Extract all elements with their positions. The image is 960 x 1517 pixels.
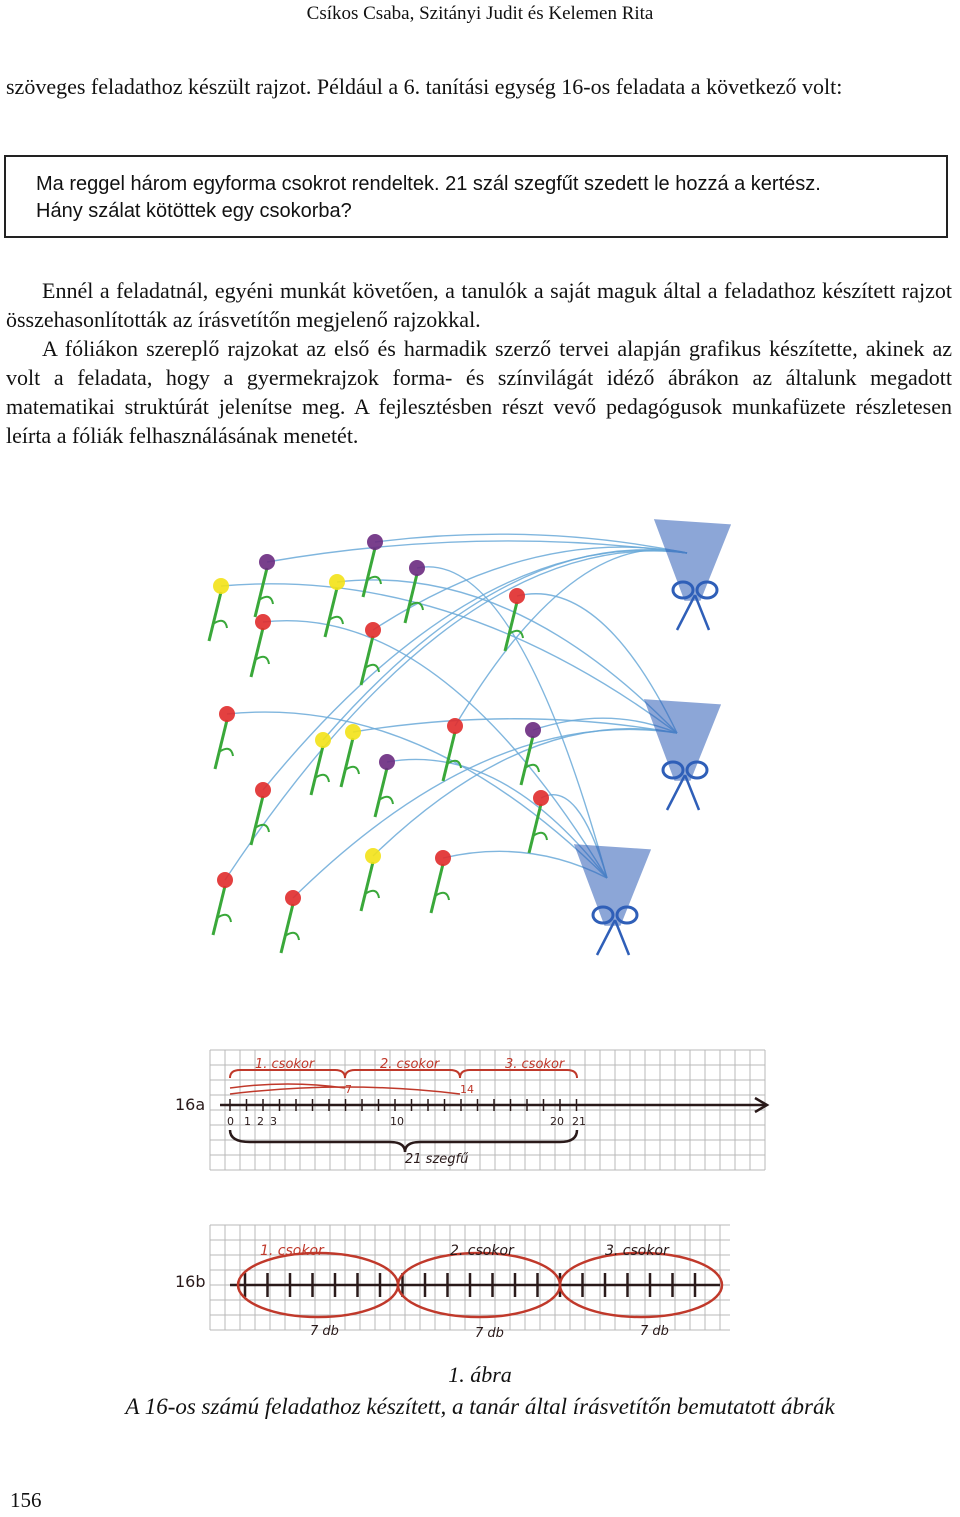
group-label-b1: 1. csokor — [260, 1243, 324, 1259]
flower — [311, 732, 331, 795]
flower-string — [337, 580, 677, 733]
flower-head — [315, 732, 331, 748]
flower — [251, 782, 271, 845]
flower — [363, 534, 383, 597]
tick-label-20: 20 — [550, 1115, 564, 1128]
panel-16b — [175, 1225, 730, 1341]
tick-label-3: 3 — [270, 1115, 277, 1128]
group-label-a1: 1. csokor — [255, 1057, 315, 1072]
count-label-b3: 7 db — [640, 1324, 669, 1339]
groups-16b — [230, 1253, 722, 1317]
paragraph-1: Ennél a feladatnál, egyéni munkát követően, a tanulók a saját maguk által a feladathoz készített rajzot összehasonlították az írásvetítőn megjelenő rajzokkal. — [6, 278, 952, 332]
flower — [443, 718, 463, 781]
flower-stem — [325, 588, 337, 637]
flower-string — [387, 759, 607, 878]
flower — [361, 848, 381, 911]
flower-leaf — [259, 597, 273, 604]
task-line-2: Hány szálat kötöttek egy csokorba? — [36, 200, 352, 222]
flower-head — [285, 890, 301, 906]
connection-strings — [221, 534, 687, 898]
flower — [251, 614, 271, 677]
body-text — [6, 276, 952, 450]
flower-leaf — [255, 657, 269, 664]
task-line-1: Ma reggel három egyforma csokrot rendeltek. 21 szál szegfűt szedett le hozzá a kertész. — [36, 173, 821, 195]
flower-string — [417, 567, 607, 878]
flower-head — [367, 534, 383, 550]
flower — [213, 872, 233, 935]
flower — [521, 722, 541, 785]
flower — [341, 724, 361, 787]
bouquet-ribbon — [597, 920, 629, 955]
flower-stem — [209, 592, 221, 641]
flower-drawing — [209, 520, 730, 955]
flower-stem — [251, 628, 263, 677]
flower-head — [255, 782, 271, 798]
flower-stem — [341, 738, 353, 787]
flower-string — [353, 719, 677, 733]
flower — [505, 588, 525, 651]
count-label-b2: 7 db — [475, 1326, 504, 1341]
flower-head — [259, 554, 275, 570]
flower-stem — [215, 720, 227, 769]
flower-string — [373, 729, 677, 856]
flower-stem — [251, 796, 263, 845]
panel-16a — [175, 1050, 767, 1170]
figure-caption: A 16-os számú feladathoz készített, a tanár által írásvetítőn bemutatott ábrák — [125, 1394, 835, 1419]
flower-stem — [431, 864, 443, 913]
group-label-a3: 3. csokor — [505, 1057, 565, 1072]
figure-number: 1. ábra — [448, 1362, 512, 1387]
flower — [405, 560, 425, 623]
group-label-b2: 2. csokor — [450, 1243, 514, 1259]
bouquet-ribbon — [667, 775, 699, 810]
flower-head — [447, 718, 463, 734]
tick-label-21: 21 — [572, 1115, 586, 1128]
figure-drawing — [155, 490, 805, 1360]
bouquet — [655, 520, 730, 630]
flower-head — [329, 574, 345, 590]
flower-stem — [363, 548, 375, 597]
flower-stem — [521, 736, 533, 785]
flower-leaf — [219, 749, 233, 756]
flower-leaf — [379, 797, 393, 804]
flower-string — [263, 621, 607, 878]
flower — [209, 578, 229, 641]
flower-stem — [375, 768, 387, 817]
flower — [375, 754, 395, 817]
brace-label-7: 7 — [345, 1083, 352, 1096]
flower — [215, 706, 235, 769]
flower-stem — [281, 904, 293, 953]
count-label-b1: 7 db — [310, 1324, 339, 1339]
flower-head — [409, 560, 425, 576]
flower-leaf — [315, 775, 329, 782]
flower-stem — [213, 886, 225, 935]
flower-stem — [361, 636, 373, 685]
bouquet — [575, 845, 650, 955]
flower-stem — [255, 568, 267, 617]
flower-head — [379, 754, 395, 770]
flower-head — [365, 848, 381, 864]
flower-head — [255, 614, 271, 630]
flower — [431, 850, 451, 913]
flower-leaf — [329, 617, 343, 624]
flower-head — [435, 850, 451, 866]
flower-stem — [311, 746, 323, 795]
flowers — [209, 534, 549, 953]
flower-string — [455, 550, 687, 726]
flower-head — [525, 722, 541, 738]
bouquet — [645, 700, 720, 810]
bouquets — [575, 520, 730, 955]
flower-leaf — [435, 893, 449, 900]
flower-leaf — [217, 915, 231, 922]
flower-head — [533, 790, 549, 806]
flower-stem — [361, 862, 373, 911]
flower-head — [345, 724, 361, 740]
group-label-a2: 2. csokor — [380, 1057, 440, 1072]
flower-leaf — [285, 933, 299, 940]
tick-label-10: 10 — [390, 1115, 404, 1128]
tick-label-2: 2 — [257, 1115, 264, 1128]
flower-head — [219, 706, 235, 722]
flower — [529, 790, 549, 853]
flower-head — [217, 872, 233, 888]
intro-text: szöveges feladathoz készült rajzot. Például a 6. tanítási egység 16-os feladata a következő volt: — [6, 74, 843, 99]
flower-leaf — [533, 833, 547, 840]
flower-head — [509, 588, 525, 604]
panel-label-16a: 16a — [175, 1095, 206, 1114]
flower — [255, 554, 275, 617]
flower-head — [365, 622, 381, 638]
brace-label-14: 14 — [460, 1083, 474, 1096]
group-label-b3: 3. csokor — [605, 1243, 669, 1259]
bouquet-ribbon — [677, 595, 709, 630]
flower-string — [373, 547, 687, 630]
paragraph-2: A fóliákon szereplő rajzokat az első és harmadik szerző tervei alapján grafikus készítette, akinek az volt a feladata, hogy a gyermekrajzok forma- és színvilágát idéző ábrákon az általunk megadott matematikai struktúrát jelenítse meg. A fejlesztésben részt vevő pedagógusok munkafüzete részletesen leírta a fóliák felhasználásának menetét. — [6, 336, 952, 448]
total-label: 21 szegfű — [405, 1152, 469, 1167]
flower — [281, 890, 301, 953]
running-header: Csíkos Csaba, Szitányi Judit és Kelemen Rita — [306, 3, 654, 24]
flower-leaf — [365, 891, 379, 898]
flower-head — [213, 578, 229, 594]
page-number: 156 — [10, 1488, 42, 1512]
panel-label-16b: 16b — [175, 1272, 206, 1291]
flower-leaf — [345, 767, 359, 774]
task-box — [4, 155, 948, 238]
tick-label-0: 0 — [227, 1115, 234, 1128]
flower-leaf — [213, 621, 227, 628]
tick-label-1: 1 — [244, 1115, 251, 1128]
flower-string — [221, 584, 677, 733]
flower-string — [225, 551, 687, 880]
